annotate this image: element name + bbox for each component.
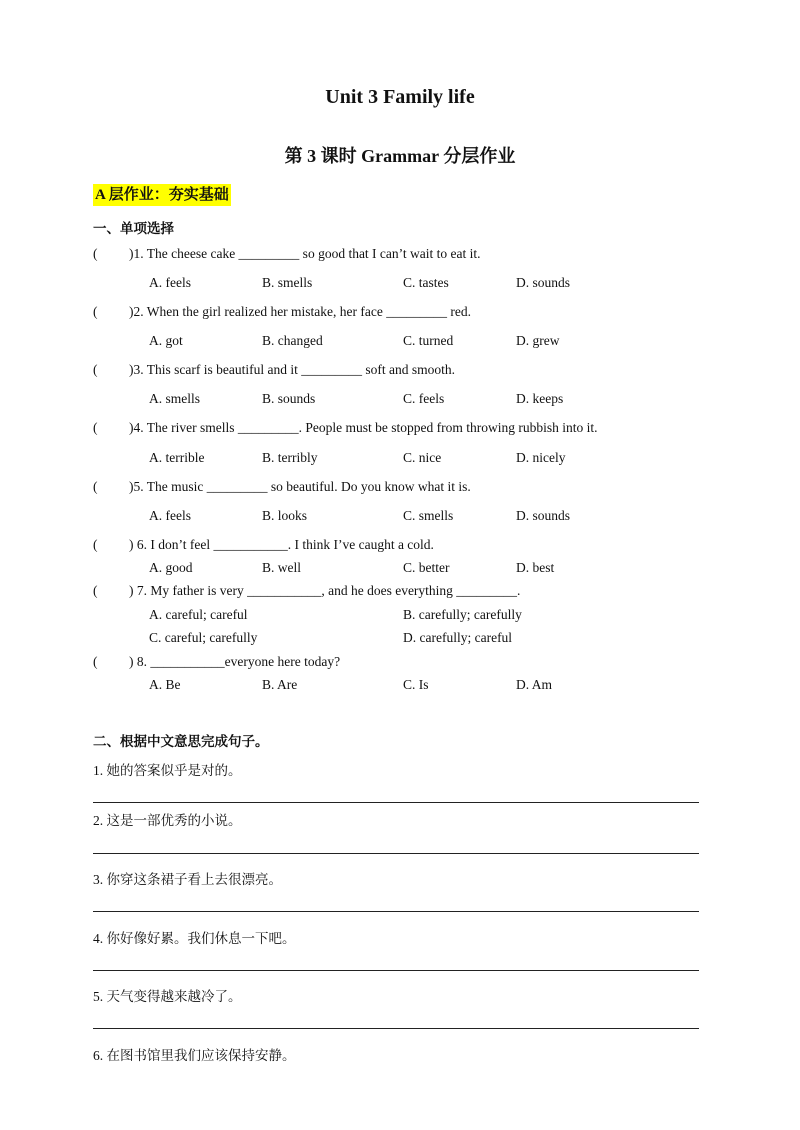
option-b: B. sounds — [262, 391, 316, 406]
page-subtitle: 第 3 课时 Grammar 分层作业 — [284, 146, 516, 166]
option-c: C. careful; carefully — [149, 630, 258, 645]
question-1 — [93, 246, 481, 262]
question-stem: ) 7. My father is very ___________, and he does everything _________. — [129, 583, 521, 598]
question-stem: )1. The cheese cake _________ so good that I can’t wait to eat it. — [129, 246, 481, 261]
question-stem: ) 8. ___________everyone here today? — [129, 654, 341, 669]
answer-line-5[interactable] — [93, 1028, 699, 1029]
question-7 — [93, 583, 520, 599]
option-d: D. grew — [516, 333, 560, 348]
question-8 — [93, 654, 340, 670]
option-a: A. terrible — [149, 450, 205, 465]
answer-paren[interactable]: ( — [93, 654, 98, 669]
option-b: B. smells — [262, 275, 313, 290]
option-b: B. changed — [262, 333, 323, 348]
option-b: B. well — [262, 560, 301, 575]
question-stem: )2. When the girl realized her mistake, her face _________ red. — [129, 304, 471, 319]
translation-prompt-3: 3. 你穿这条裙子看上去很漂亮。 — [93, 872, 282, 887]
option-d: D. sounds — [516, 275, 571, 290]
translation-prompt-1: 1. 她的答案似乎是对的。 — [93, 763, 242, 778]
option-c: C. feels — [403, 391, 445, 406]
answer-paren[interactable]: ( — [93, 246, 98, 261]
translation-prompt-4: 4. 你好像好累。我们休息一下吧。 — [93, 931, 296, 946]
option-d: D. Am — [516, 677, 553, 692]
option-a: A. got — [149, 333, 183, 348]
option-a: A. feels — [149, 508, 191, 523]
option-c: C. Is — [403, 677, 429, 692]
answer-paren[interactable]: ( — [93, 537, 98, 552]
option-c: C. tastes — [403, 275, 449, 290]
answer-paren[interactable]: ( — [93, 420, 98, 435]
answer-line-4[interactable] — [93, 970, 699, 971]
question-4 — [93, 420, 597, 436]
option-b: B. Are — [262, 677, 298, 692]
option-d: D. sounds — [516, 508, 571, 523]
option-a: A. Be — [149, 677, 181, 692]
option-a: A. feels — [149, 275, 191, 290]
option-a: A. careful; careful — [149, 607, 248, 622]
option-d: D. keeps — [516, 391, 564, 406]
question-stem: ) 6. I don’t feel ___________. I think I’ve caught a cold. — [129, 537, 434, 552]
answer-paren[interactable]: ( — [93, 479, 98, 494]
section2-heading: 二、根据中文意思完成句子。 — [93, 734, 269, 749]
option-c: C. smells — [403, 508, 454, 523]
option-a: A. good — [149, 560, 193, 575]
question-2 — [93, 304, 471, 320]
translation-prompt-6: 6. 在图书馆里我们应该保持安静。 — [93, 1048, 296, 1063]
option-a: A. smells — [149, 391, 201, 406]
answer-line-1[interactable] — [93, 802, 699, 803]
question-stem: )5. The music _________ so beautiful. Do you know what it is. — [129, 479, 471, 494]
option-c: C. better — [403, 560, 450, 575]
question-6 — [93, 537, 434, 553]
page-title: Unit 3 Family life — [325, 86, 475, 108]
question-stem: )3. This scarf is beautiful and it _________ soft and smooth. — [129, 362, 455, 377]
question-5 — [93, 479, 471, 495]
answer-line-2[interactable] — [93, 853, 699, 854]
option-b: B. terribly — [262, 450, 318, 465]
option-c: C. nice — [403, 450, 442, 465]
option-b: B. looks — [262, 508, 308, 523]
question-3 — [93, 362, 455, 378]
answer-paren[interactable]: ( — [93, 362, 98, 377]
option-d: D. nicely — [516, 450, 566, 465]
option-c: C. turned — [403, 333, 454, 348]
question-stem: )4. The river smells _________. People must be stopped from throwing rubbish into it. — [129, 420, 598, 435]
answer-paren[interactable]: ( — [93, 304, 98, 319]
answer-line-3[interactable] — [93, 911, 699, 912]
translation-prompt-2: 2. 这是一部优秀的小说。 — [93, 813, 242, 828]
option-d: D. best — [516, 560, 555, 575]
option-d: D. carefully; careful — [403, 630, 513, 645]
layer-a-heading: A 层作业：夯实基础 — [93, 184, 231, 206]
translation-prompt-5: 5. 天气变得越来越冷了。 — [93, 989, 242, 1004]
section1-heading: 一、单项选择 — [93, 221, 174, 236]
answer-paren[interactable]: ( — [93, 583, 98, 598]
option-b: B. carefully; carefully — [403, 607, 522, 622]
